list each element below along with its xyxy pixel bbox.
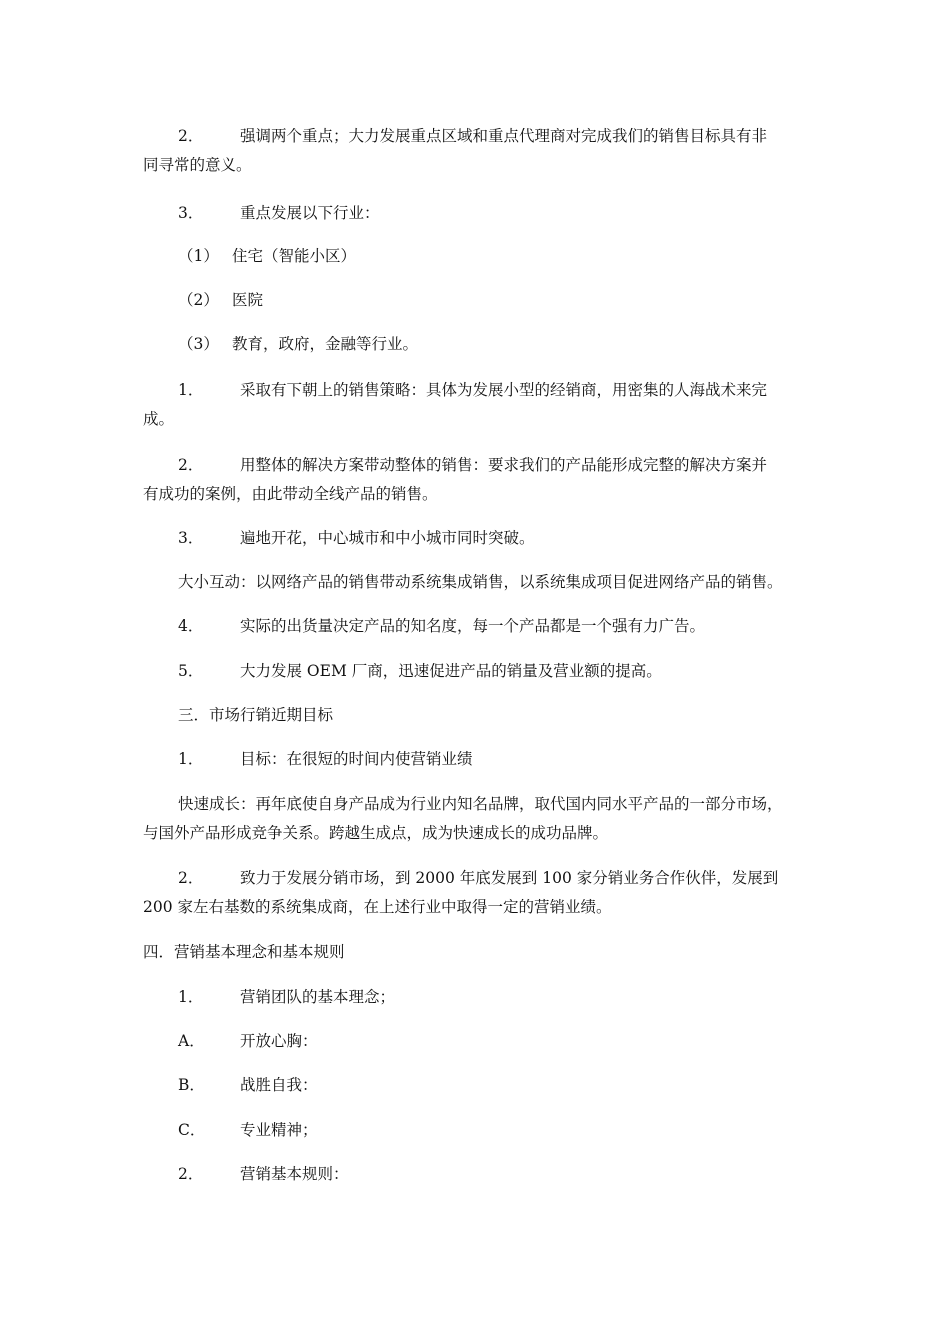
list-text-continued: 同寻常的意义。 — [143, 156, 252, 174]
list-text: 强调两个重点；大力发展重点区域和重点代理商对完成我们的销售目标具有非 — [240, 127, 768, 145]
section-heading: 四．营销基本理念和基本规则 — [143, 943, 345, 961]
list-number: 2． — [178, 1165, 204, 1183]
list-text: 开放心胸： — [240, 1032, 318, 1050]
list-number: 3． — [178, 529, 204, 547]
list-number: （3） — [178, 335, 219, 353]
list-text: 实际的出货量决定产品的知名度，每一个产品都是一个强有力广告。 — [240, 617, 706, 635]
list-text: 大力发展 OEM 厂商，迅速促进产品的销量及营业额的提高。 — [240, 662, 662, 680]
list-text: 遍地开花，中心城市和中小城市同时突破。 — [240, 529, 535, 547]
list-text-continued: 有成功的案例，由此带动全线产品的销售。 — [143, 485, 438, 503]
list-number: 3． — [178, 204, 204, 222]
list-text: 目标：在很短的时间内使营销业绩 — [240, 750, 473, 768]
list-number: C． — [178, 1121, 206, 1139]
list-text: 营销团队的基本理念； — [240, 988, 396, 1006]
list-text: 专业精神； — [240, 1121, 318, 1139]
list-number: 2． — [178, 869, 204, 887]
list-number: 2． — [178, 127, 204, 145]
list-text: 战胜自我： — [240, 1076, 318, 1094]
list-text: 教育，政府，金融等行业。 — [232, 335, 419, 353]
section-heading: 三．市场行销近期目标 — [178, 706, 334, 724]
list-number: A． — [178, 1032, 205, 1050]
paragraph: 大小互动：以网络产品的销售带动系统集成销售，以系统集成项目促进网络产品的销售。 — [178, 573, 783, 591]
list-number: （1） — [178, 247, 219, 265]
list-text: 采取有下朝上的销售策略：具体为发展小型的经销商，用密集的人海战术来完 — [240, 381, 768, 399]
list-text-continued: 200 家左右基数的系统集成商，在上述行业中取得一定的营销业绩。 — [143, 898, 612, 916]
list-text-continued: 成。 — [143, 410, 175, 428]
list-text: 重点发展以下行业： — [240, 204, 380, 222]
list-text: 医院 — [232, 291, 264, 309]
list-text: 致力于发展分销市场，到 2000 年底发展到 100 家分销业务合作伙伴，发展到 — [240, 869, 779, 887]
list-text: 营销基本规则： — [240, 1165, 349, 1183]
paragraph-continued: 与国外产品形成竞争关系。跨越生成点，成为快速成长的成功品牌。 — [143, 824, 609, 842]
list-text: 用整体的解决方案带动整体的销售：要求我们的产品能形成完整的解决方案并 — [240, 456, 768, 474]
list-number: （2） — [178, 291, 219, 309]
list-number: 1． — [178, 381, 204, 399]
list-number: B． — [178, 1076, 205, 1094]
list-number: 1． — [178, 750, 204, 768]
list-number: 2． — [178, 456, 204, 474]
list-number: 1． — [178, 988, 204, 1006]
list-number: 5． — [178, 662, 204, 680]
list-number: 4． — [178, 617, 204, 635]
list-text: 住宅（智能小区） — [232, 247, 357, 265]
paragraph: 快速成长：再年底使自身产品成为行业内知名品牌，取代国内同水平产品的一部分市场， — [178, 795, 783, 813]
